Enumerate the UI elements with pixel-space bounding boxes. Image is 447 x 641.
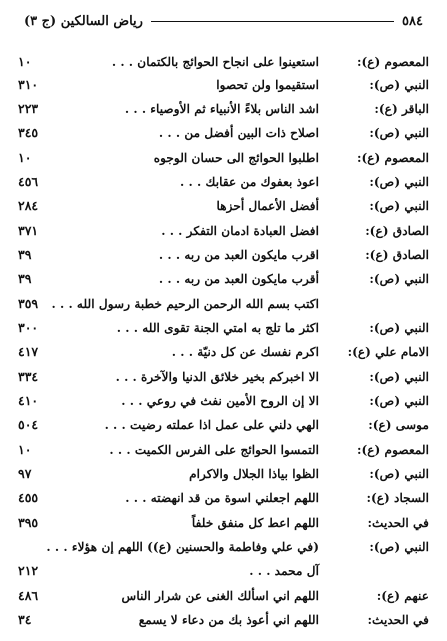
index-row [18, 122, 429, 144]
speaker-attribution: النبي (ص): [369, 394, 429, 408]
speaker-attribution: النبي (ص): [369, 467, 429, 481]
index-row [18, 317, 429, 339]
index-row [18, 220, 429, 242]
page-reference: ٣٤٥ [18, 125, 39, 140]
index-row [18, 366, 429, 388]
index-row [18, 244, 429, 266]
speaker-attribution: الصادق (ع): [365, 224, 429, 238]
speaker-attribution: الامام علي (ع): [347, 345, 429, 359]
speaker-attribution: النبي (ص): [369, 175, 429, 189]
page-reference: ١٠ [18, 442, 32, 457]
page-reference: ١٠ [18, 54, 32, 69]
index-row [18, 74, 429, 96]
speaker-attribution: السجاد (ع): [366, 491, 429, 505]
index-row [18, 463, 429, 485]
speaker-attribution: النبي (ص): [369, 272, 429, 286]
hadith-text: أقرب مايكون العبد من ربه . . . [158, 272, 319, 286]
hadith-text: (في علي وفاطمة والحسنين (ع)) اللهم إن هؤلاء . . . [46, 540, 319, 554]
hadith-text: التمسوا الحوائج على الفرس الكميت . . . [109, 443, 319, 457]
speaker-attribution: عنهم (ع): [376, 589, 429, 603]
page-reference: ٩٧ [18, 466, 32, 481]
speaker-attribution: الباقر (ع): [374, 102, 429, 116]
hadith-text: اللهم اعط كل منفق خلفاً [191, 516, 319, 530]
index-row [18, 439, 429, 461]
index-row [18, 487, 429, 509]
index-row [18, 390, 429, 412]
page-reference: ٣٩ [18, 247, 32, 262]
hadith-text: افضل العبادة ادمان التفكر . . . [161, 224, 319, 238]
index-row [18, 560, 429, 582]
page-reference: ٤٨٦ [18, 588, 39, 603]
page-reference: ٣٩ [18, 271, 32, 286]
index-row [18, 536, 429, 558]
hadith-text: اللهم اني اسألك الغنى عن شرار الناس [121, 589, 319, 603]
index-row [18, 147, 429, 169]
index-row [18, 341, 429, 363]
page-reference: ٤٥٦ [18, 174, 39, 189]
speaker-attribution: النبي (ص): [369, 321, 429, 335]
page-reference: ٣٠٠ [18, 320, 39, 335]
hadith-text: استعينوا على انجاح الحوائج بالكتمان . . . [111, 55, 319, 69]
page-header [24, 8, 423, 34]
hadith-text: الا اخبركم بخير خلائق الدنيا والآخرة . . . [115, 370, 319, 384]
page-reference: ٣٩٥ [18, 515, 39, 530]
hadith-text: الظوا بياذا الجلال والاكرام [189, 467, 319, 481]
index-row [18, 98, 429, 120]
index-row [18, 171, 429, 193]
page-reference: ٢٨٤ [18, 198, 39, 213]
page-number: ٥٨٤ [402, 13, 423, 29]
hadith-text: اعوذ بعفوك من عقابك . . . [180, 175, 319, 189]
speaker-attribution: النبي (ص): [369, 78, 429, 92]
hadith-text: اللهم اني أعوذ بك من دعاء لا يسمع [138, 613, 319, 627]
hadith-text: استقيموا ولن تحصوا [216, 78, 319, 92]
page-reference: ٥٠٤ [18, 417, 39, 432]
book-title: رياض السالكين (ج ٣) [24, 13, 143, 29]
page-reference: ٢٢٣ [18, 101, 39, 116]
hadith-text: اقرب مايكون العبد من ربه . . . [158, 248, 319, 262]
hadith-text: اكرم نفسك عن كل دنيّة . . . [171, 345, 319, 359]
index-row [18, 195, 429, 217]
speaker-attribution: النبي (ص): [369, 126, 429, 140]
page-reference: ٣٤ [18, 612, 32, 627]
index-row [18, 609, 429, 631]
hadith-text: الا إن الروح الأمين نفث في روعي . . . [121, 394, 319, 408]
hadith-text: اصلاح ذات البين أفضل من . . . [158, 126, 319, 140]
index-row [18, 512, 429, 534]
page-reference: ١٠ [18, 150, 32, 165]
speaker-attribution: في الحديث: [367, 613, 429, 627]
speaker-attribution: في الحديث: [367, 516, 429, 530]
index-row [18, 414, 429, 436]
hadith-text: أفضل الأعمال أحزها [216, 199, 319, 213]
hadith-text: اشد الناس بلاءً الأنبياء ثم الأوصياء . . . [124, 102, 319, 116]
page-reference: ٣٥٩ [18, 296, 39, 311]
page-reference: ٤٥٥ [18, 490, 39, 505]
hadith-text: آل محمد . . . [249, 564, 319, 578]
speaker-attribution: الصادق (ع): [365, 248, 429, 262]
header-rule [151, 21, 394, 22]
page-reference: ٣١٠ [18, 77, 39, 92]
speaker-attribution: المعصوم (ع): [357, 55, 429, 69]
page-reference: ٣٧١ [18, 223, 39, 238]
page-reference: ٤١٠ [18, 393, 39, 408]
hadith-text: اللهم اجعلني اسوة من قد انهضته . . . [125, 491, 319, 505]
speaker-attribution: النبي (ص): [369, 199, 429, 213]
hadith-text: اطلبوا الحوائج الى حسان الوجوه [153, 151, 319, 165]
page-reference: ٣٣٤ [18, 369, 39, 384]
speaker-attribution: النبي (ص): [369, 370, 429, 384]
page-reference: ٤١٧ [18, 344, 39, 359]
index-row [18, 585, 429, 607]
index-row [18, 293, 429, 315]
hadith-text: اكثر ما تلج به امتي الجنة تقوى الله . . . [116, 321, 319, 335]
hadith-text: الهي دلني على عمل اذا عملته رضيت . . . [104, 418, 319, 432]
index-row [18, 51, 429, 73]
hadith-text: اكتب بسم الله الرحمن الرحيم خطبة رسول الله . . . [51, 297, 319, 311]
speaker-attribution: موسى (ع): [368, 418, 429, 432]
speaker-attribution: المعصوم (ع): [357, 443, 429, 457]
page-reference: ٢١٢ [18, 563, 39, 578]
index-row [18, 268, 429, 290]
speaker-attribution: المعصوم (ع): [357, 151, 429, 165]
speaker-attribution: النبي (ص): [369, 540, 429, 554]
